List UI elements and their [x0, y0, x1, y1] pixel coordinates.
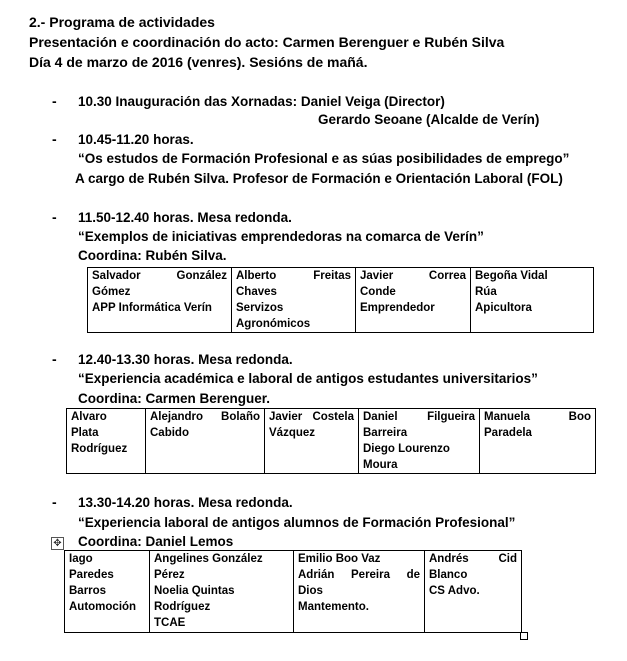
panel-name: Rodríguez [71, 443, 128, 455]
bullet-dash: - [52, 93, 57, 109]
panel-name: Javier Correa [360, 270, 466, 282]
panel-cell [480, 409, 596, 474]
panel-name: Dios [298, 585, 323, 597]
move-cross-icon[interactable]: ✥ [51, 537, 64, 550]
talk-detail: A cargo de Rubén Silva. Profesor de Formación e Orientación Laboral (FOL) [75, 171, 563, 186]
panel-cell [88, 268, 232, 333]
panel-name: Vázquez [269, 427, 316, 439]
panel-name: Paradela [484, 427, 532, 439]
panel-role: Servizos [236, 302, 284, 314]
bullet-dash: - [52, 131, 57, 147]
panel-name: Cabido [150, 427, 189, 439]
panel-role: Mantemento. [298, 601, 369, 613]
panel-name: Adrián Pereira de [298, 569, 420, 581]
panel-name: Gómez [92, 286, 131, 298]
panel-name: Alberto Freitas [236, 270, 351, 282]
panel-name: Chaves [236, 286, 277, 298]
panel-name: Blanco [429, 569, 468, 581]
panel1-title: “Exemplos de iniciativas emprendedoras na comarca de Verín” [78, 229, 484, 244]
panel-name: Angelines González [154, 553, 263, 565]
panel2-title: “Experiencia académica e laboral de antigos estudantes universitarios” [78, 371, 538, 386]
panel-name: Alvaro [71, 411, 107, 423]
panel2-time: 12.40-13.30 horas. Mesa redonda. [78, 352, 293, 367]
panel-cell [425, 551, 522, 633]
talk-title: “Os estudos de Formación Profesional e as súas posibilidades de emprego” [78, 151, 570, 166]
section-title: 2.- Programa de actividades [29, 14, 215, 30]
panel2-coord: Coordina: Carmen Berenguer. [78, 391, 271, 406]
panel-name: Barreira [363, 427, 408, 439]
panel-cell [65, 551, 150, 633]
panel-name: Emilio Boo Vaz [298, 553, 381, 565]
panel-cell [471, 268, 594, 333]
panel3-coord: Coordina: Daniel Lemos [78, 534, 234, 549]
panel-role: CS Advo. [429, 585, 480, 597]
panel-name: Rúa [475, 286, 497, 298]
panel-cell [359, 409, 480, 474]
panel-role: Automoción [69, 601, 137, 613]
panel-name: Daniel Filgueira [363, 411, 475, 423]
panel-name: Pérez [154, 569, 185, 581]
panel3-time: 13.30-14.20 horas. Mesa redonda. [78, 495, 293, 510]
talk-time: 10.45-11.20 horas. [78, 132, 194, 147]
inauguration-line: 10.30 Inauguración das Xornadas: Daniel Veiga (Director) [78, 94, 445, 109]
panel-name: Javier Costela [269, 411, 354, 423]
panel-name: Rodríguez [154, 601, 211, 613]
panel2-table [66, 408, 596, 474]
panel-name: Manuela Boo [484, 411, 591, 423]
panel3-title: “Experiencia laboral de antigos alumnos de Formación Profesional” [78, 515, 516, 530]
panel-cell [67, 409, 146, 474]
panel-name: Plata [71, 427, 99, 439]
panel-name: Paredes [69, 569, 114, 581]
panel1-table [87, 267, 594, 333]
panel-name: Iago [69, 553, 93, 565]
bullet-dash: - [52, 351, 57, 367]
bullet-dash: - [52, 209, 57, 225]
panel-role: APP Informática Verín [92, 302, 212, 314]
panel-cell [265, 409, 359, 474]
panel-cell [146, 409, 265, 474]
panel-name: Moura [363, 459, 398, 471]
panel-role: Emprendedor [360, 302, 435, 314]
panel1-coord: Coordina: Rubén Silva. [78, 248, 227, 263]
presentation-line: Presentación e coordinación do acto: Carmen Berenguer e Rubén Silva [29, 34, 505, 50]
panel-cell [232, 268, 356, 333]
resize-square-icon[interactable] [520, 632, 528, 640]
bullet-dash: - [52, 494, 57, 510]
panel1-time: 11.50-12.40 horas. Mesa redonda. [78, 210, 292, 225]
panel-role: TCAE [154, 617, 186, 629]
panel-name: Diego Lourenzo [363, 443, 450, 455]
panel-cell [150, 551, 294, 633]
panel-name: Conde [360, 286, 396, 298]
panel-name: Barros [69, 585, 107, 597]
date-line: Día 4 de marzo de 2016 (venres). Sesións de mañá. [29, 54, 368, 70]
panel-role: Agronómicos [236, 318, 311, 330]
panel-name: Noelia Quintas [154, 585, 235, 597]
panel-cell [356, 268, 471, 333]
panel-cell [294, 551, 425, 633]
inauguration-line-2: Gerardo Seoane (Alcalde de Verín) [318, 112, 540, 127]
panel-name: Salvador González [92, 270, 227, 282]
panel-role: Apicultora [475, 302, 532, 314]
panel-name: Alejandro Bolaño [150, 411, 260, 423]
panel-name: Begoña Vidal [475, 270, 548, 282]
panel-name: Andrés Cid [429, 553, 517, 565]
panel3-table [64, 550, 522, 633]
